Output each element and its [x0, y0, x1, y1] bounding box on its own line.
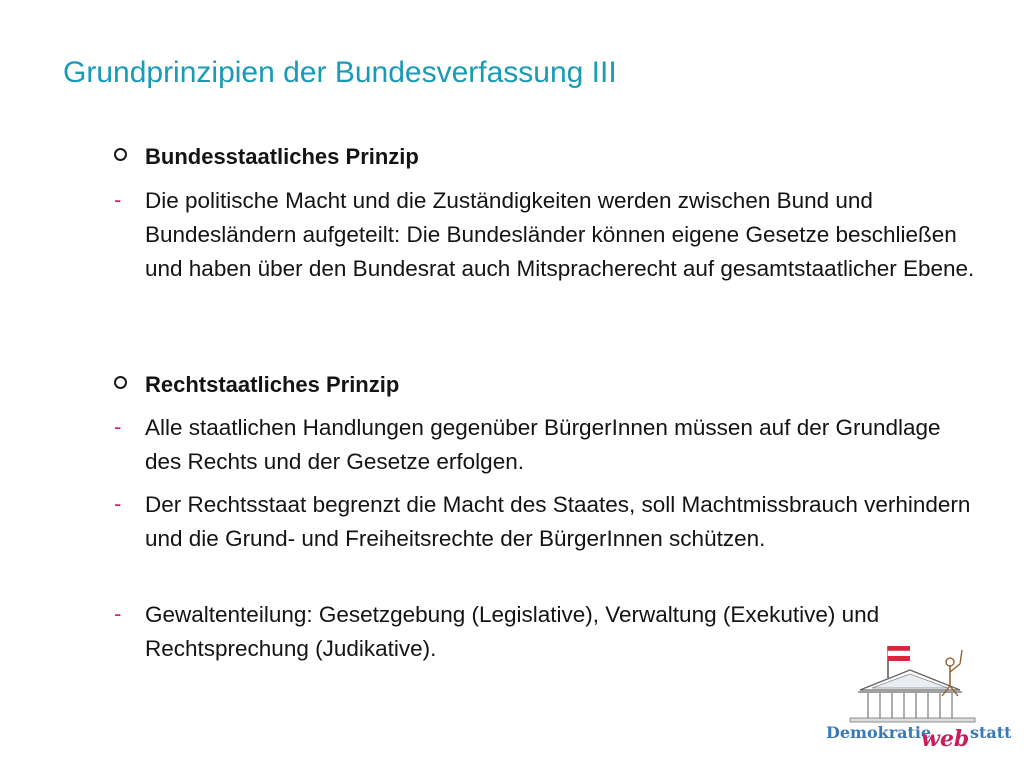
dash-bullet: - — [114, 601, 122, 626]
demokratiewebstatt-logo — [820, 640, 1015, 760]
dash-bullet: - — [114, 414, 122, 439]
logo-word-web: web — [921, 726, 970, 752]
section-heading-bundesstaat: Bundesstaatliches Prinzip — [145, 144, 419, 169]
dash-bullet: - — [114, 187, 122, 212]
circle-bullet-icon — [114, 376, 127, 389]
bullet-text: Die politische Macht und die Zuständigkeiten werden zwischen Bund und Bundesländern aufgeteilt: Die Bundesländer können eigene Gesetze beschließen und haben über den Bundesrat auch Mitspracherecht auf gesamtstaatlicher Ebene. — [145, 188, 975, 281]
bullet-text: Alle staatlichen Handlungen gegenüber BürgerInnen müssen auf der Grundlage des Rechts und der Gesetze erfolgen. — [145, 415, 941, 474]
bullet-text: Der Rechtsstaat begrenzt die Macht des Staates, soll Machtmissbrauch verhindern und die Grund- und Freiheitsrechte der BürgerInnen schützen. — [145, 492, 971, 551]
slide-title: Grundprinzipien der Bundesverfassung III — [63, 56, 617, 89]
circle-bullet-icon — [114, 148, 127, 161]
logo-word-statt: statt — [970, 723, 1012, 742]
logo-word-demokratie: Demokratie — [826, 723, 932, 742]
section-heading-rechtsstaat: Rechtstaatliches Prinzip — [145, 372, 400, 397]
bullet-text: Gewaltenteilung: Gesetzgebung (Legislative), Verwaltung (Exekutive) und Rechtsprechung (Judikative). — [145, 602, 880, 661]
dash-bullet: - — [114, 491, 122, 516]
parliament-building-icon — [820, 640, 1015, 760]
